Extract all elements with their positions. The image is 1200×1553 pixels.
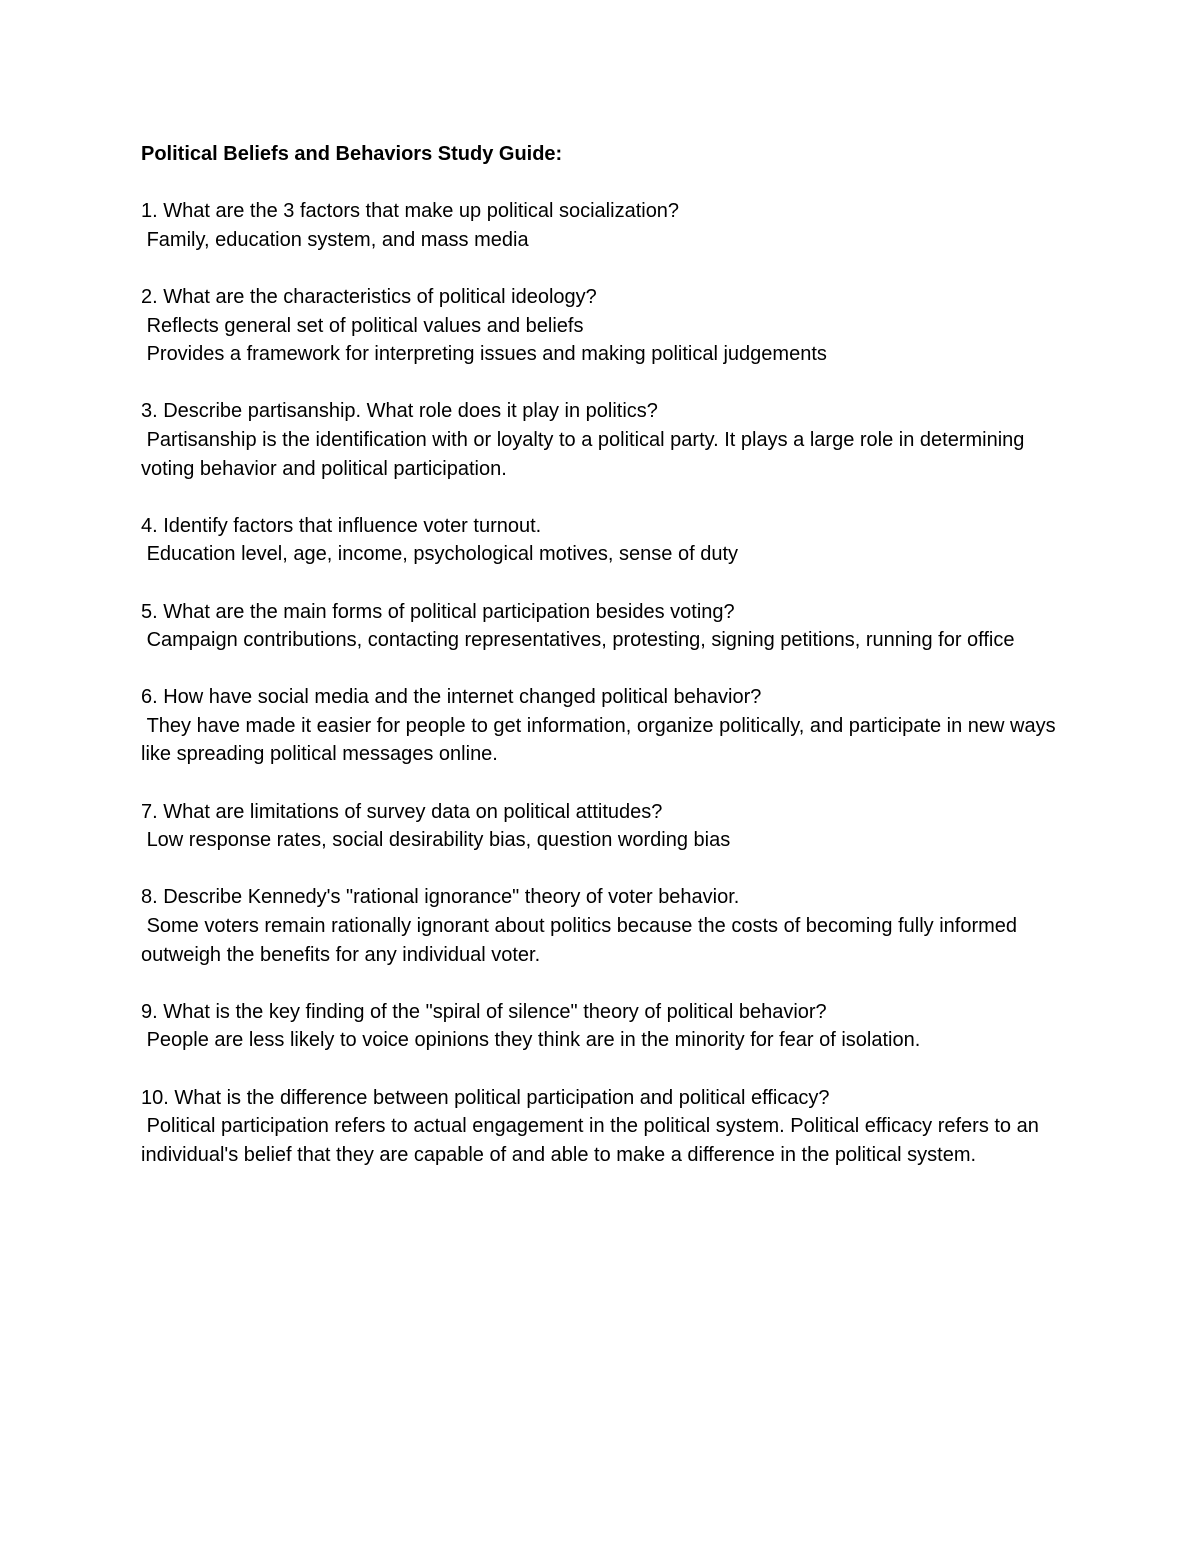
answer-9: People are less likely to voice opinions they think are in the minority for fear of isolation. — [141, 1029, 921, 1052]
question-3: 3. Describe partisanship. What role does it play in politics? — [141, 400, 658, 423]
qa-item-2 — [141, 283, 1061, 369]
answer-2-line-1: Reflects general set of political values and beliefs — [141, 314, 584, 337]
qa-item-4 — [141, 512, 1061, 569]
question-5: 5. What are the main forms of political participation besides voting? — [141, 600, 735, 623]
question-1: 1. What are the 3 factors that make up political socialization? — [141, 200, 680, 223]
document-title: Political Beliefs and Behaviors Study Guide: — [141, 143, 563, 165]
question-6: 6. How have social media and the internet changed political behavior? — [141, 686, 762, 709]
answer-8: Some voters remain rationally ignorant about politics because the costs of becoming fully informed outweigh the benefits for any individual voter. — [141, 915, 1023, 966]
qa-item-1 — [141, 197, 1061, 254]
qa-item-6 — [141, 683, 1061, 769]
answer-2-line-2: Provides a framework for interpreting issues and making political judgements — [141, 343, 827, 366]
question-9: 9. What is the key finding of the "spiral of silence" theory of political behavior? — [141, 1000, 827, 1023]
qa-item-9 — [141, 998, 1061, 1055]
qa-item-8 — [141, 883, 1061, 969]
answer-4: Education level, age, income, psychological motives, sense of duty — [141, 543, 738, 566]
question-2: 2. What are the characteristics of political ideology? — [141, 285, 597, 308]
question-7: 7. What are limitations of survey data on political attitudes? — [141, 800, 663, 823]
qa-item-10 — [141, 1084, 1061, 1170]
answer-5: Campaign contributions, contacting representatives, protesting, signing petitions, running for office — [141, 629, 1015, 652]
question-8: 8. Describe Kennedy's "rational ignorance" theory of voter behavior. — [141, 886, 740, 909]
answer-10: Political participation refers to actual engagement in the political system. Political efficacy refers to an individual's belief that they are capable of and able to make a difference in the political system. — [141, 1115, 1045, 1166]
question-4: 4. Identify factors that influence voter turnout. — [141, 514, 542, 537]
answer-6: They have made it easier for people to get information, organize politically, and participate in new ways like spreading political messages online. — [141, 714, 1062, 766]
answer-3: Partisanship is the identification with or loyalty to a political party. It plays a large role in determining voting behavior and political participation. — [141, 428, 1030, 480]
answer-7: Low response rates, social desirability bias, question wording bias — [141, 829, 731, 852]
qa-item-7 — [141, 798, 1061, 855]
answer-1: Family, education system, and mass media — [141, 228, 529, 251]
qa-item-5 — [141, 598, 1061, 655]
document-page — [141, 140, 1061, 1198]
question-10: 10. What is the difference between political participation and political efficacy? — [141, 1086, 830, 1109]
qa-item-3 — [141, 397, 1061, 483]
